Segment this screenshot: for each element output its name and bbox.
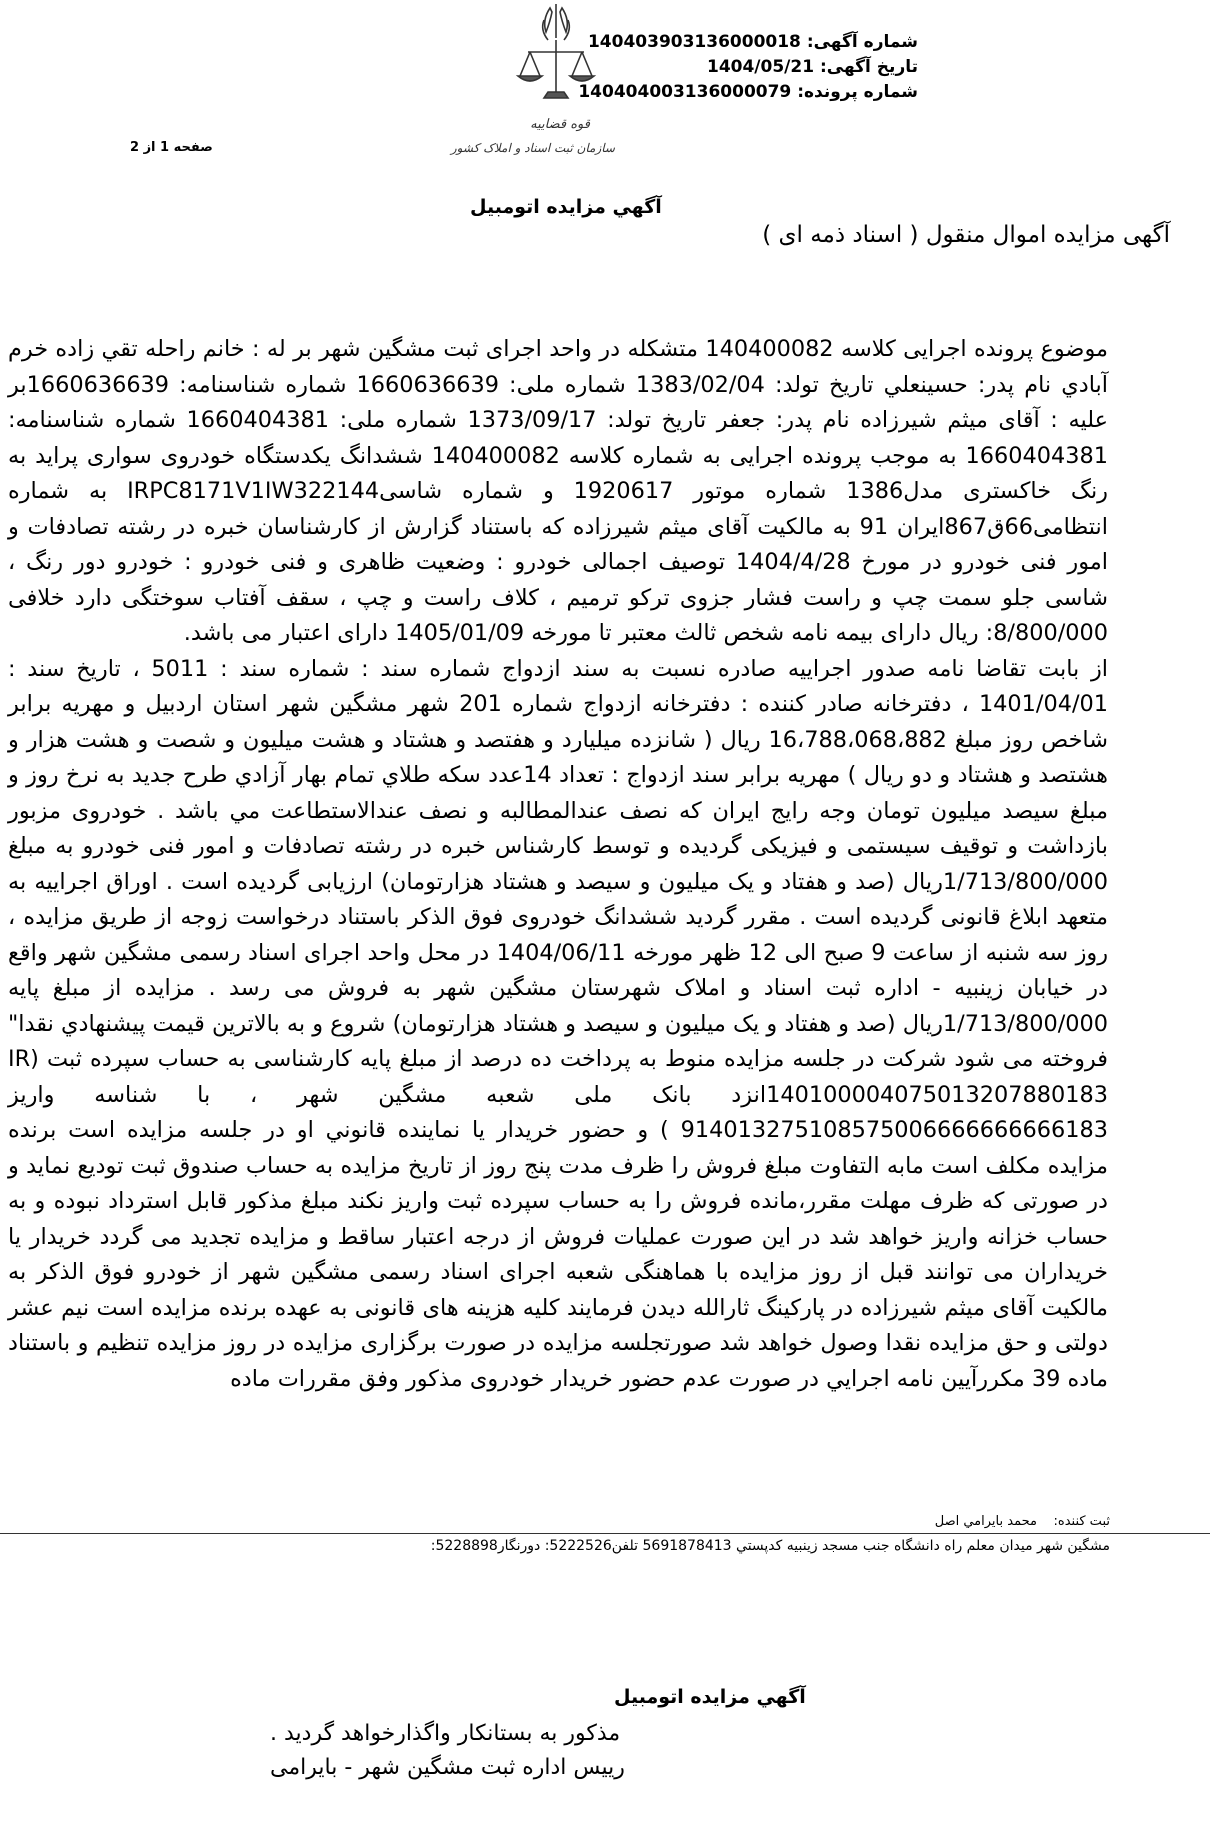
footer-title: آگهي مزايده اتومبيل	[614, 1686, 806, 1708]
footer-line-1: مذکور به بستانکار واگذارخواهد گردید .	[270, 1721, 621, 1746]
judiciary-emblem	[450, 0, 640, 185]
svg-text:سازمان ثبت اسناد و املاک کشور: سازمان ثبت اسناد و املاک کشور	[450, 141, 615, 155]
ad-date-label: تاریخ آگهی:	[819, 57, 918, 77]
body-paragraph: از بابت تقاضا نامه صدور اجراییه صادره نسبت به سند ازدواج شماره سند : شماره سند : 5011 ، تاریخ سند : 1401/04/01 ، دفترخانه صادر کننده : دفترخانه ازدواج شماره 201 شهر مشگین شهر استان اردبیل و مهریه برابر شاخص روز مبلغ 16،788،068،882 ریال ( شانزده میلیارد و هفتصد و هشتاد و هشت میلیون و شصت و هشت هزار و هشتصد و هشتاد و دو ریال ) مهریه برابر سند ازدواج : تعداد 14عدد سکه طلاي تمام بهار آزادي طرح جديد به نرخ روز و مبلغ سیصد میلیون تومان وجه رايج ايران كه نصف عندالمطالبه و نصف عندالاستطاعت مي باشد . خودروی مزبور بازداشت و توقیف سیستمی و فیزیکی گردیده و توسط کارشناس خبره در رشته تصادفات و امور فنی خودرو به مبلغ 1/713/800/000ریال (صد و هفتاد و یک میلیون و سیصد و هشتاد هزارتومان) ارزیابی گردیده است . اوراق اجراییه به متعهد ابلاغ قانونی گردیده است . مقرر گردید ششدانگ خودروی فوق الذکر باستناد درخواست زوجه از طریق مزایده ، روز سه شنبه از ساعت 9 صبح الی 12 ظهر مورخه 1404/06/11 در محل واحد اجرای اسناد رسمی مشگین شهر واقع در خیابان زینبیه - اداره ثبت اسناد و املاک شهرستان مشگین شهر به فروش می رسد . مزایده از مبلغ پایه 1/713/800/000ریال (صد و هفتاد و یک میلیون و سیصد و هشتاد هزارتومان) شروع و به بالاترين قيمت پيشنهادي نقدا" فروخته می شود شرکت در جلسه مزایده منوط به پرداخت ده درصد از مبلغ پایه کارشناسی به حساب سپرده ثبت (IR 140100004075013207880183انزد بانک ملی شعبه مشگین شهر ، با شناسه واریز 914013275108575006666666666183 ) و حضور خريدار يا نماينده قانوني او در جلسه مزايده است برنده مزایده مکلف است مابه التفاوت مبلغ فروش را ظرف مدت پنج روز از تاریخ مزایده به حساب صندوق ثبت تودیع نماید و در صورتی که ظرف مهلت مقرر،مانده فروش را به حساب سپرده ثبت واريز نکند مبلغ مذکور قابل استرداد نبوده و به حساب خزانه واريز خواهد شد در این صورت عملیات فروش از درجه اعتبار ساقط و مزایده تجدید می گردد خریدار یا خریداران می توانند قبل از روز مزایده با هماهنگی شعبه اجرای اسناد رسمی مشگین شهر از خودرو فوق الذکر به مالکیت آقای میثم شیرزاده در پارکینگ ثارالله دیدن فرمایند کلیه هزینه های قانونی به عهده برنده مزایده است نیم عشر دولتی و حق مزایده نقدا وصول خواهد شد صورتجلسه مزایده در صورت برگزاری مزایده در روز مزایده تنظیم و باستناد ماده 39 مکررآيين نامه اجرايي در صورت عدم حضور خريدار خودروی مذكور وفق مقررات ماده	[8, 655, 1109, 1392]
registrar-name: محمد بايرامي اصل	[934, 1514, 1037, 1529]
ad-date-row	[707, 57, 918, 77]
footer-signature: رییس اداره ثبت مشگین شهر - بایرامی	[270, 1755, 625, 1780]
notice-body	[8, 332, 1108, 1397]
page-indicator: صفحه 1 از 2	[130, 140, 213, 155]
svg-text:قوه قضاییه: قوه قضاییه	[530, 117, 590, 132]
page-title: آگهي مزايده اتومبيل	[470, 196, 662, 218]
registrar-label: ثبت کننده:	[1053, 1514, 1110, 1529]
divider	[0, 1533, 1210, 1534]
body-paragraph: موضوع پرونده اجرایی کلاسه 140400082 متشکله در واحد اجرای ثبت مشگین شهر بر له : خانم راحله تقي زاده خرم آبادي نام پدر: حسينعلي تاريخ تولد: 1383/02/04 شماره ملی: 1660636639 شماره شناسنامه: 1660636639بر علیه : آقای میثم شیرزاده نام پدر: جعفر تاریخ تولد: 1373/09/17 شماره ملی: 1660404381 شماره شناسنامه: 1660404381 به موجب پرونده اجرایی به شماره کلاسه 140400082 ششدانگ یکدستگاه خودروی سواری پراید به رنگ خاکستری مدل1386 شماره موتور 1920617 و شماره شاسیIRPC8171V1IW322144 به شماره انتظامی66ق867ایران 91 به مالکیت آقای میثم شیرزاده که باستناد گزارش از کارشناسان خبره در رشته تصادفات و امور فنی خودرو در مورخ 1404/4/28 توصیف اجمالی خودرو : وضعیت ظاهری و فنی خودرو : خودرو دور رنگ ، شاسی جلو سمت چپ و راست فشار جزوی ترکو ترمیم ، کلاف راست و چپ ، سقف آفتاب سوختگی دارد خلافی 8/800/000: ریال دارای بیمه نامه شخص ثالث معتبر تا مورخه 1405/01/09 دارای اعتبار می باشد.	[8, 336, 1109, 646]
office-address: مشگين شهر ميدان معلم راه دانشگاه جنب مسجد زينبيه كدپستي 5691878413 تلفن5222526: دورنگار5228898:	[430, 1538, 1110, 1554]
case-number-label: شماره پرونده:	[797, 82, 918, 102]
case-number-value: 140404003136000079	[578, 82, 792, 102]
judiciary-emblem-icon	[450, 0, 640, 185]
ad-number-label: شماره آگهی:	[806, 32, 918, 52]
page-subtitle: آگهی مزایده اموال منقول ( اسناد ذمه ای )	[762, 222, 1170, 248]
registrar-row	[935, 1514, 1110, 1529]
ad-number-value: 140403903136000018	[587, 32, 801, 52]
ad-date-value: 1404/05/21	[706, 57, 815, 77]
